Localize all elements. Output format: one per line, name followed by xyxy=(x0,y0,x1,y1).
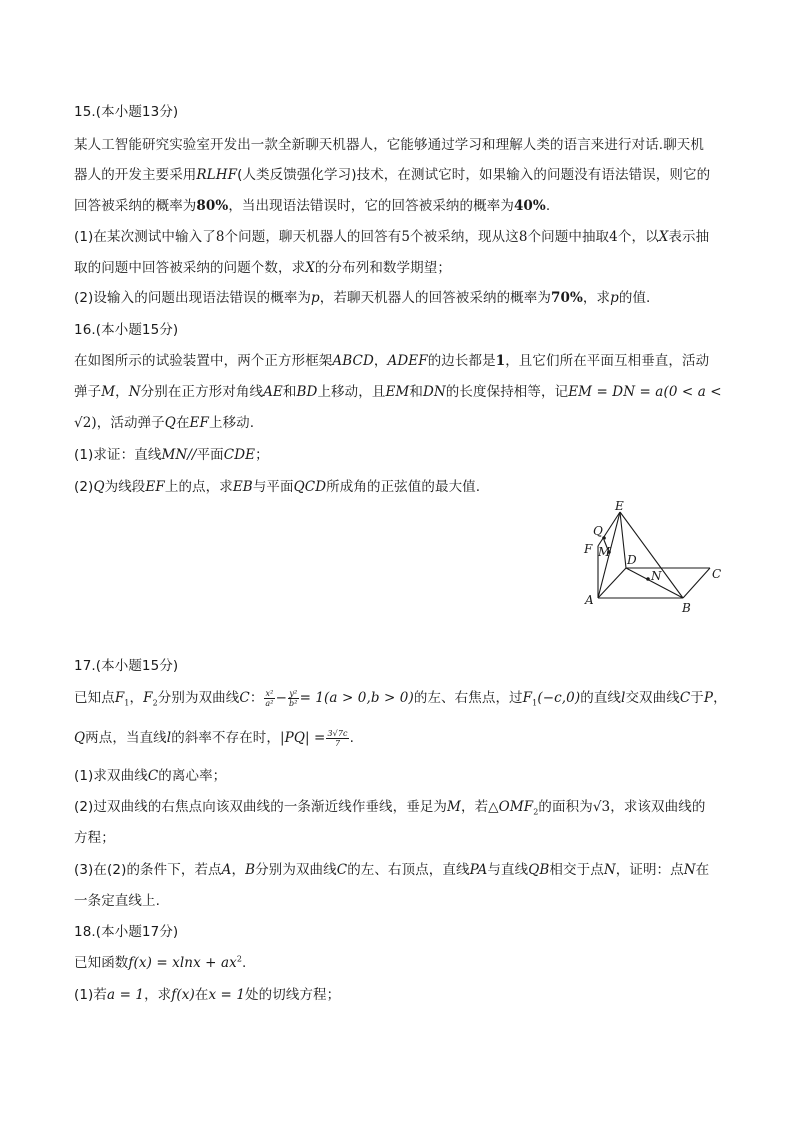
label-D: D xyxy=(627,553,637,567)
q15-stem-line-3: 回答被采纳的概率为80%，当出现语法错误时，它的回答被采纳的概率为40%. xyxy=(74,198,551,214)
q15-part-2: (2)设输入的问题出现语法错误的概率为p，若聊天机器人的回答被采纳的概率为70%，求p的值. xyxy=(74,290,651,306)
q15-stem-line-2: 器人的开发主要采用RLHF(人类反馈强化学习)技术，在测试它时，如果输入的问题没有语法错误，则它的 xyxy=(74,167,711,183)
label-Q: Q xyxy=(593,524,603,538)
q15-part-1-line-1: (1)在某次测试中输入了8个问题，聊天机器人的回答有5个被采纳，现从这8个问题中抽取4个，以X表示抽 xyxy=(74,229,710,245)
q17-stem-line-1: 已知点$F_1$，$F_2$分别为双曲线C： $\frac{\text{x²}}{\text{a²}}$ − $\frac{\text{y²}}{\text{b²}}$ = 1(a > 0,b > 0)的左、右焦点，过$F_1(-c,0)$的直线l交双曲线C于P， xyxy=(74,688,727,708)
q16-part-1: (1)求证：直线MN//平面CDE； xyxy=(74,447,269,463)
fraction-3root7c-7: $\frac{3√7c}{7}$ xyxy=(327,728,348,748)
label-N: N xyxy=(651,569,662,583)
q17-part-3-line-1: (3)在(2)的条件下，若点A，B分别为双曲线C的左、右顶点，直线PA与直线QB相交于点N，证明：点N在 xyxy=(74,862,710,878)
q17-part-2-line-1: (2)过双曲线的右焦点向该双曲线的一条渐近线作垂线，垂足为M，若$\triangle OMF_2$的面积为√3，求该双曲线的 xyxy=(74,799,706,817)
point-N xyxy=(646,577,650,581)
q18-part-1: (1)若a = 1，求f(x)在x = 1处的切线方程； xyxy=(74,987,341,1003)
q16-header: 16.(本小题15分) xyxy=(74,322,179,338)
edge-ED xyxy=(620,512,626,568)
q15-stem-line-1: 某人工智能研究实验室开发出一款全新聊天机器人，它能够通过学习和理解人类的语言来进行对话.聊天机 xyxy=(74,137,704,153)
label-M: M xyxy=(598,545,611,559)
label-E: E xyxy=(615,499,624,513)
q16-stem-line-3: √2)，活动弹子Q在EF上移动. xyxy=(74,415,255,431)
q16-stem-line-2: 弹子M，N分别在正方形对角线AE和BD上移动，且EM和DN的长度保持相等，记EM = DN = a(0 < a < xyxy=(74,384,722,400)
figure-edges xyxy=(598,512,710,598)
q17-part-1: (1)求双曲线C的离心率； xyxy=(74,768,227,784)
q18-stem: 已知函数$f(x) = xlnx + ax^2$. xyxy=(74,954,247,971)
q17-part-2-line-2: 方程； xyxy=(74,830,115,846)
label-C: C xyxy=(712,567,722,581)
label-F: F xyxy=(584,542,593,556)
q18-header: 18.(本小题17分) xyxy=(74,924,179,940)
q15-part-1-line-2: 取的问题中回答被采纳的问题个数，求X的分布列和数学期望； xyxy=(74,260,451,276)
fraction-x2-a2: $\frac{\text{x²}}{\text{a²}}$ xyxy=(265,688,274,708)
q17-part-3-line-2: 一条定直线上. xyxy=(74,893,160,909)
q15-header: 15.(本小题13分) xyxy=(74,104,179,120)
q16-stem-line-1: 在如图所示的试验装置中，两个正方形框架ABCD，ADEF的边长都是1，且它们所在平面互相垂直，活动 xyxy=(74,353,710,369)
q17-header: 17.(本小题15分) xyxy=(74,658,179,674)
edge-CB xyxy=(683,568,710,598)
q16-part-2: (2)Q为线段EF上的点，求EB与平面QCD所成角的正弦值的最大值. xyxy=(74,479,481,495)
q17-stem-line-2: Q两点，当直线l的斜率不存在时，|PQ| = $\frac{3√7c}{7}$ . xyxy=(74,728,355,748)
fraction-y2-b2: $\frac{\text{y²}}{\text{b²}}$ xyxy=(289,688,298,708)
q16-figure xyxy=(578,498,728,618)
label-B: B xyxy=(682,601,691,615)
label-A: A xyxy=(585,593,594,607)
